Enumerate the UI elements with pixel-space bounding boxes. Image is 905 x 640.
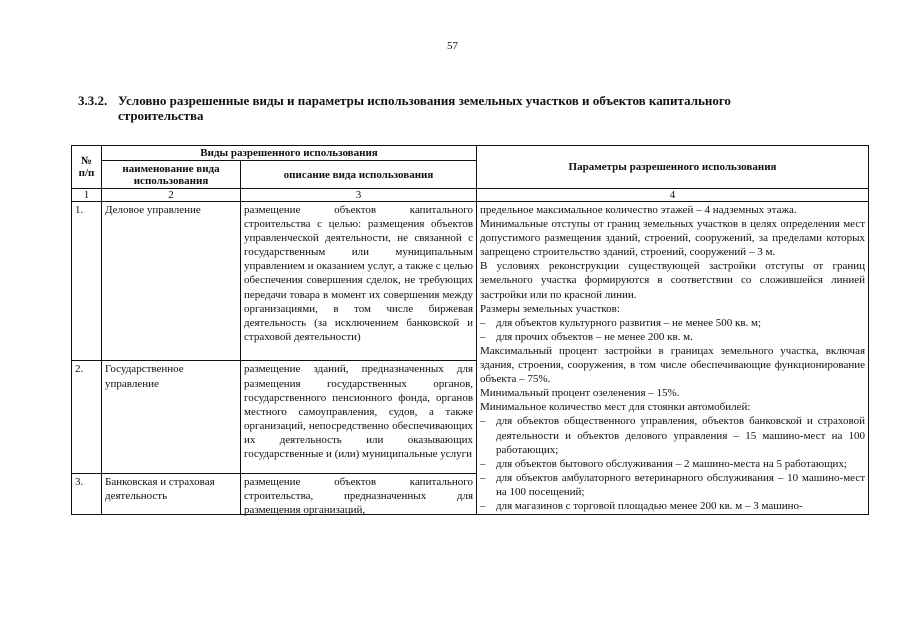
index-cell: 1 — [72, 189, 102, 202]
index-cell: 2 — [102, 189, 241, 202]
parameter-bullet: – для объектов общественного управления, объектов банковской и страховой деятельности и объектов делового управления – 15 машино-мест на 100 работающих; — [480, 414, 865, 456]
row-number: 1. — [72, 202, 102, 361]
section-heading — [78, 93, 878, 123]
use-name: Государственное управление — [102, 361, 241, 474]
use-name: Банковская и страховая деятельность — [102, 474, 241, 515]
use-description-text: размещение объектов капитального строительства, предназначенных для размещения организаций, — [244, 476, 474, 517]
parameter-paragraph: Минимальные отступы от границ земельных участков в целях определения мест допустимого размещения зданий, строений, сооружений, за пределами которых запрещено строительство зданий, строений, сооружений – 3 м. — [480, 218, 866, 259]
row-number: 3. — [72, 474, 102, 515]
land-use-table — [71, 145, 869, 515]
header-desc: описание вида использования — [241, 161, 477, 189]
header-name: наименование вида использования — [102, 161, 241, 189]
section-title-line2: строительства — [118, 108, 204, 123]
index-cell: 3 — [241, 189, 477, 202]
header-num: № п/п — [72, 146, 102, 189]
parameter-bullet: – для объектов культурного развития – не менее 500 кв. м; — [480, 316, 865, 330]
parameter-paragraph: предельное максимальное количество этажей – 4 надземных этажа. — [480, 204, 797, 216]
parameter-bullet: – для прочих объектов – не менее 200 кв. м. — [480, 330, 865, 344]
use-description: размещение объектов капитального строительства с целью: размещения объектов управленческой деятельности, не связанной с государственным или муниципальным управлением и оказанием услуг, а также с целью обеспечения совершения сделок, не требующих передачи товара в момент их совершения между организациями, в том числе биржевая деятельность (за исключением банковской и страховой деятельности) — [241, 202, 477, 361]
use-description — [241, 474, 477, 515]
parameter-paragraph: В условиях реконструкции существующей застройки отступы от границ земельного участка формируются в соответствии со сложившейся линией застройки или по красной линии. — [480, 260, 866, 301]
row-number: 2. — [72, 361, 102, 474]
parameter-bullet: – для объектов амбулаторного ветеринарного обслуживания – 10 машино-мест на 100 посещений; — [480, 471, 865, 499]
use-description: размещение зданий, предназначенных для размещения государственных органов, государственного пенсионного фонда, органов местного самоуправления, судов, а также организаций, непосредственно обеспечивающих их деятельность или оказывающих государственные и (или) муниципальные услуги — [241, 361, 477, 474]
parameter-paragraph: Минимальное количество мест для стоянки автомобилей: — [480, 401, 751, 414]
section-title-line1: Условно разрешенные виды и параметры использования земельных участков и объектов капитального — [118, 93, 731, 108]
header-params: Параметры разрешенного использования — [477, 146, 869, 189]
parameter-bullet: – для магазинов с торговой площадью менее 200 кв. м – 3 машино- — [480, 499, 865, 513]
section-number: 3.3.2. — [78, 93, 108, 108]
page-number: 57 — [447, 40, 458, 52]
parameter-bullet: – для объектов бытового обслуживания – 2 машино-места на 5 работающих; — [480, 457, 865, 471]
parameters-list — [480, 203, 865, 513]
parameter-paragraph: Размеры земельных участков: — [480, 302, 620, 315]
header-use-types: Виды разрешенного использования — [102, 146, 477, 161]
column-index-row — [72, 189, 869, 202]
parameter-paragraph: Максимальный процент застройки в границах земельного участка, включая здания, строения, сооружения, в том числе обеспечивающие функционирование объекта – 75%. — [480, 344, 866, 386]
parameter-paragraph: Минимальный процент озеленения – 15%. — [480, 387, 680, 400]
table-row — [72, 202, 869, 361]
index-cell: 4 — [477, 189, 869, 202]
use-name: Деловое управление — [102, 202, 241, 361]
usage-parameters — [477, 202, 869, 515]
